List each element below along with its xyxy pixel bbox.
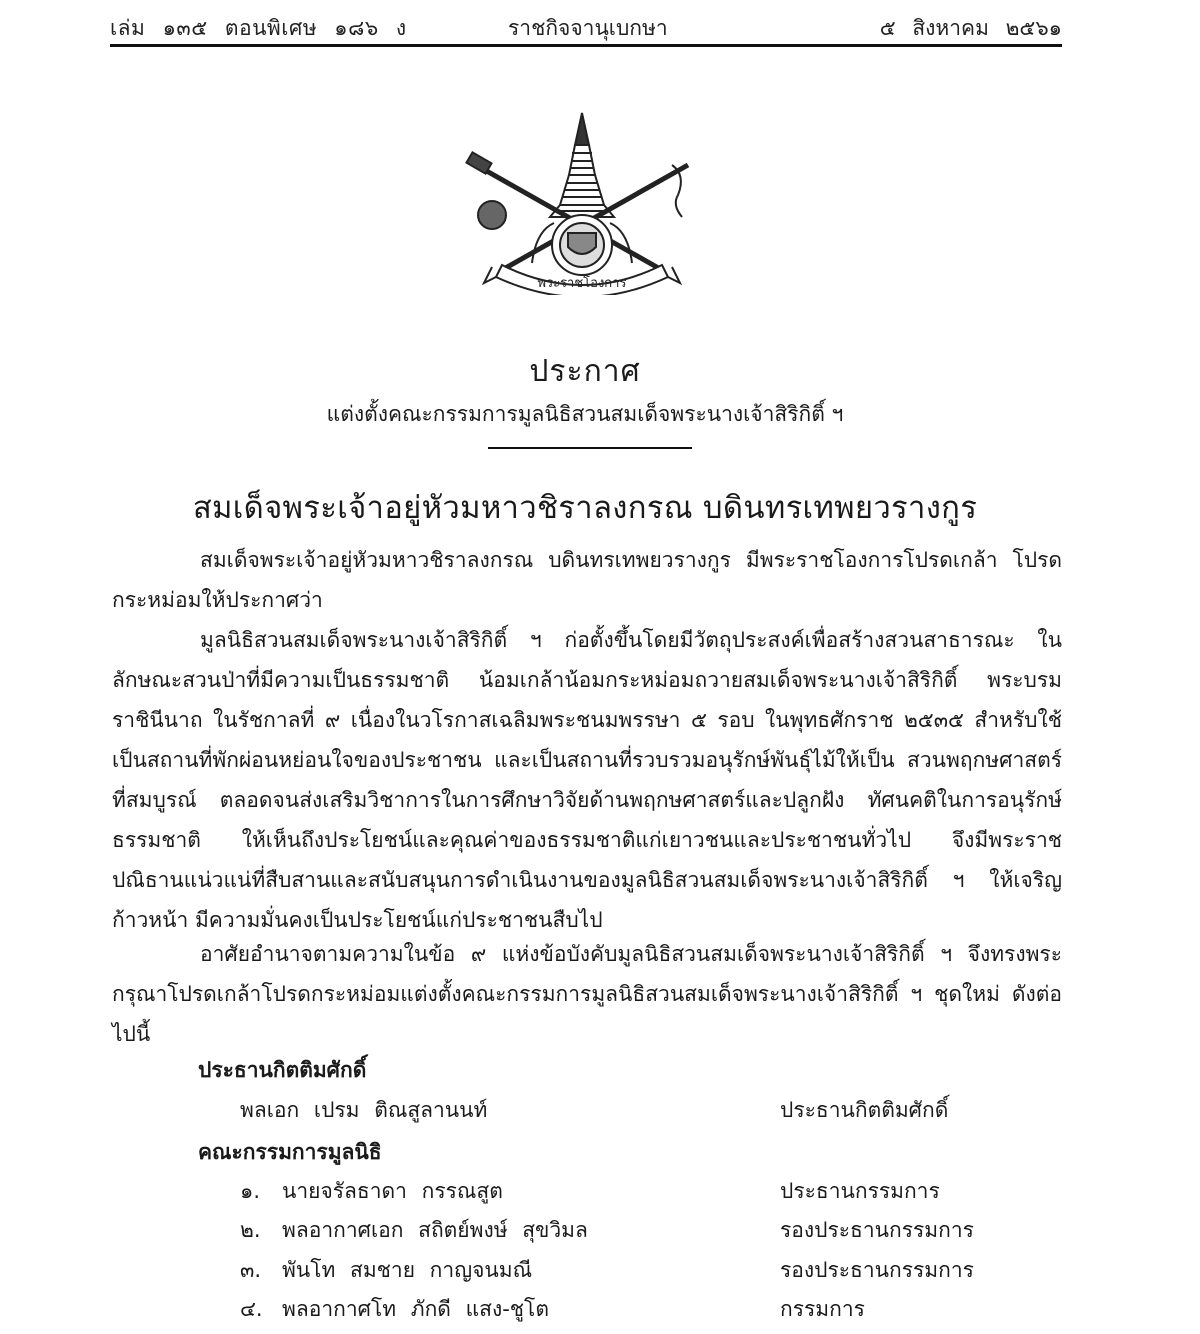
paragraph-1	[112, 540, 1062, 620]
member-row	[0, 1094, 1200, 1134]
member-name: พลอากาศโท ภักดี แสง-ชูโต	[282, 1297, 549, 1321]
volume-issue: เล่ม ๑๓๕ ตอนพิเศษ ๑๘๖ ง	[110, 16, 407, 40]
royal-seal-icon	[462, 105, 702, 295]
paragraph-text: อาศัยอำนาจตามความในข้อ ๙ แห่งข้อบังคับมูลนิธิสวนสมเด็จพระนางเจ้าสิริกิติ์ ฯ จึงทรงพระกรุณาโปรดเกล้าโปรดกระหม่อมแต่งตั้งคณะกรรมการมูลนิธิสวนสมเด็จพระนางเจ้าสิริกิติ์ ฯ ชุดใหม่ ดังต่อไปนี้	[112, 942, 1062, 1046]
member-index: ๒.	[240, 1218, 261, 1242]
announcement-title: ประกาศ	[529, 354, 641, 389]
publication-date: ๕ สิงหาคม ๒๕๖๑	[879, 16, 1062, 40]
member-name: พลเอก เปรม ติณสูลานนท์	[240, 1098, 488, 1122]
seal-ribbon-text: พระราชโองการ	[537, 276, 627, 291]
paragraph-2	[112, 620, 1062, 940]
gazette-header	[110, 8, 1062, 40]
member-name: พลอากาศเอก สถิตย์พงษ์ สุขวิมล	[282, 1218, 588, 1242]
member-row	[0, 1254, 1200, 1294]
member-role: ประธานกิตติมศักดิ์	[780, 1098, 949, 1122]
member-index: ๔.	[240, 1297, 263, 1321]
member-role: รองประธานกรรมการ	[780, 1218, 974, 1242]
member-index: ๑.	[240, 1179, 261, 1203]
title-divider	[488, 447, 692, 449]
member-name: นายจรัลธาดา กรรณสูต	[282, 1179, 503, 1203]
header-divider	[110, 44, 1062, 47]
honorary-heading: ประธานกิตติมศักดิ์	[198, 1058, 367, 1082]
member-role: รองประธานกรรมการ	[780, 1258, 974, 1282]
announcement-subtitle: แต่งตั้งคณะกรรมการมูลนิธิสวนสมเด็จพระนางเจ้าสิริกิติ์ ฯ	[326, 402, 844, 426]
member-row	[0, 1293, 1200, 1333]
gazette-name: ราชกิจจานุเบกษา	[508, 16, 668, 40]
paragraph-text: มูลนิธิสวนสมเด็จพระนางเจ้าสิริกิติ์ ฯ ก่อตั้งขึ้นโดยมีวัตถุประสงค์เพื่อสร้างสวนสาธารณะ ในลักษณะสวนป่าที่มีความเป็นธรรมชาติ น้อมเกล้าน้อมกระหม่อมถวายสมเด็จพระนางเจ้าสิริกิติ์ พระบรมราชินีนาถ ในรัชกาลที่ ๙ เนื่องในวโรกาสเฉลิมพระชนมพรรษา ๕ รอบ ในพุทธศักราช ๒๕๓๕ สำหรับใช้เป็นสถานที่พักผ่อนหย่อนใจของประชาชน และเป็นสถานที่รวบรวมอนุรักษ์พันธุ์ไม้ให้เป็น สวนพฤกษศาสตร์ที่สมบูรณ์ ตลอดจนส่งเสริมวิชาการในการศึกษาวิจัยด้านพฤกษศาสตร์และปลูกฝัง ทัศนคติในการอนุรักษ์ธรรมชาติ ให้เห็นถึงประโยชน์และคุณค่าของธรรมชาติแก่เยาวชนและประชาชนทั่วไป จึงมีพระราชปณิธานแน่วแน่ที่สืบสานและสนับสนุนการดำเนินงานของมูลนิธิสวนสมเด็จพระนางเจ้าสิริกิติ์ ฯ ให้เจริญก้าวหน้า มีความมั่นคงเป็นประโยชน์แก่ประชาชนสืบไป	[112, 628, 1062, 932]
member-role: กรรมการ	[780, 1297, 865, 1321]
member-index: ๓.	[240, 1258, 262, 1282]
member-row	[0, 1175, 1200, 1215]
member-role: ประธานกรรมการ	[780, 1179, 940, 1203]
paragraph-3	[112, 934, 1062, 1054]
member-name: พันโท สมชาย กาญจนมณี	[282, 1258, 533, 1282]
member-row	[0, 1214, 1200, 1254]
board-heading: คณะกรรมการมูลนิธิ	[198, 1140, 382, 1164]
king-title: สมเด็จพระเจ้าอยู่หัวมหาวชิราลงกรณ บดินทรเทพยวรางกูร	[192, 490, 978, 526]
paragraph-text: สมเด็จพระเจ้าอยู่หัวมหาวชิราลงกรณ บดินทรเทพยวรางกูร มีพระราชโองการโปรดเกล้า โปรดกระหม่อมให้ประกาศว่า	[112, 548, 1062, 612]
